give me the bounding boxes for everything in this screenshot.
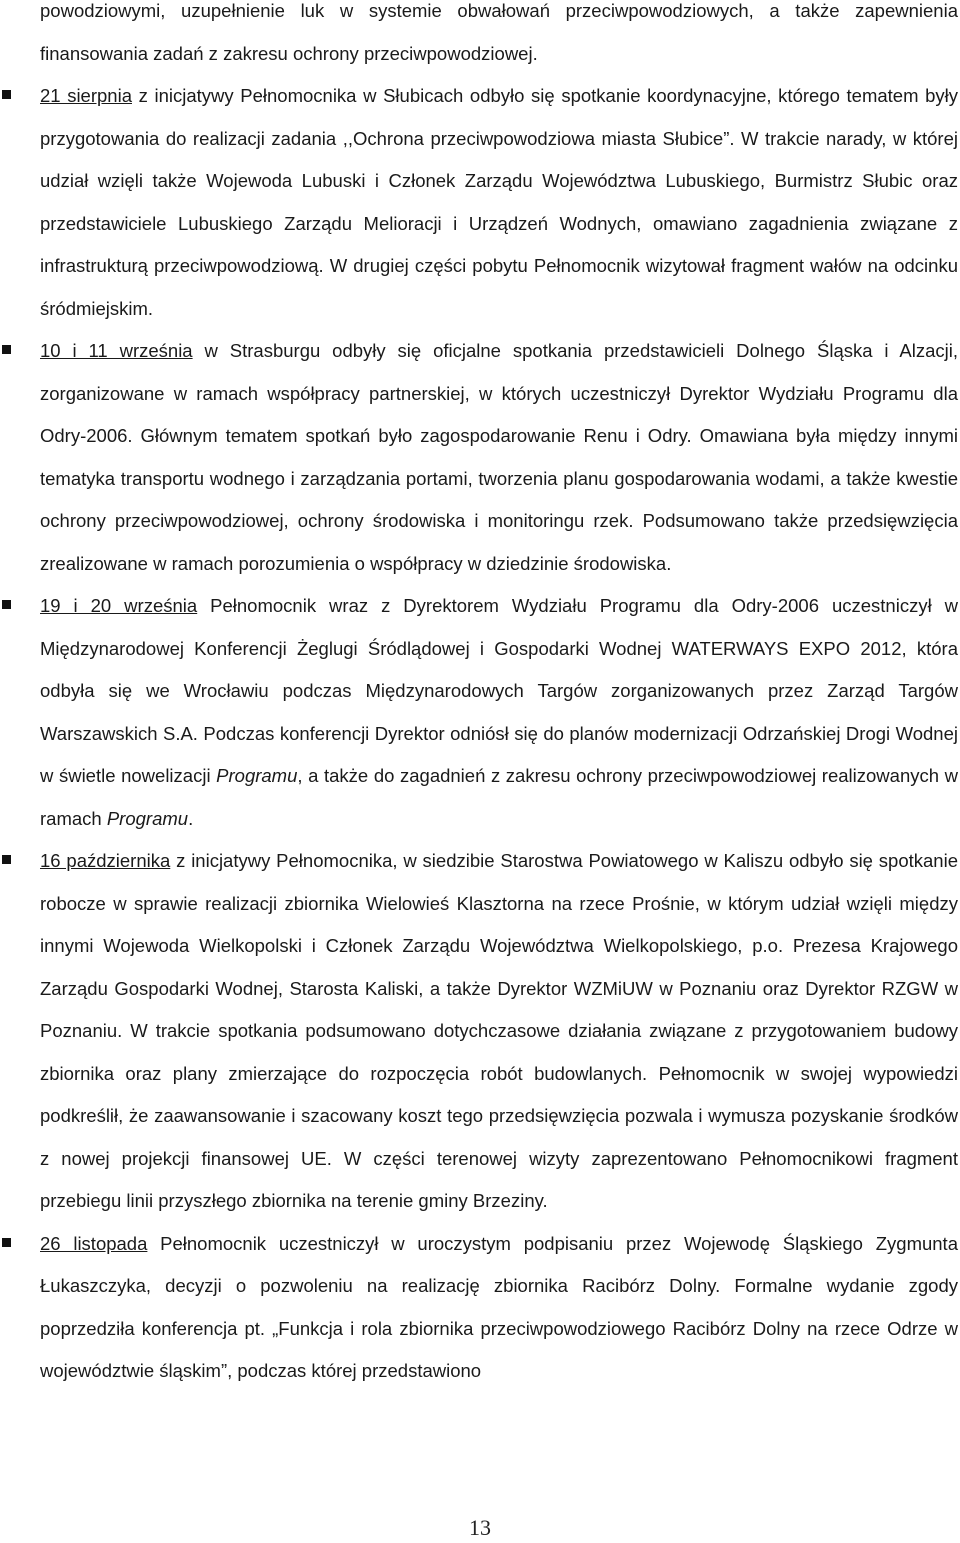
item-body: Pełnomocnik wraz z Dyrektorem Wydziału Programu dla Odry-2006 uczestniczył w Międzynarodowej Konferencji Żeglugi Śródlądowej i Gospodarki Wodnej WATERWAYS EXPO 2012, która odbyła się we Wrocławiu podczas Międzynarodowych Targów zorganizowanych przez Zarząd Targów Warszawskich S.A. Podczas konferencji Dyrektor odniósł się do planów modernizacji Odrzańskiej Drogi Wodnej w świetle nowelizacji: [40, 595, 959, 786]
item-emphasis: Programu: [106, 807, 189, 829]
list-item: [40, 330, 958, 585]
item-body: , a także do zagadnień z zakresu ochrony przeciwpowodziowej realizowanych w ramach: [40, 765, 958, 829]
list-item: [40, 840, 958, 1223]
list-item-text: [40, 75, 958, 330]
list-item: [40, 75, 958, 330]
item-date: 16 października: [40, 850, 171, 871]
item-date: 10 i 11 września: [40, 340, 193, 361]
list-item: [40, 585, 958, 840]
list-item-text: [40, 585, 958, 840]
item-emphasis: Programu: [216, 765, 298, 786]
square-bullet-icon: [2, 345, 11, 354]
item-body: .: [188, 807, 194, 829]
item-date: 21 sierpnia: [40, 85, 132, 106]
list-item-text: [40, 330, 958, 585]
list-item-text: [40, 1223, 958, 1393]
square-bullet-icon: [2, 855, 11, 864]
item-body: w Strasburgu odbyły się oficjalne spotkania przedstawicieli Dolnego Śląska i Alzacji, zorganizowane w ramach współpracy partnerskiej, w których uczestniczył Dyrektor Wydziału Programu dla Odry-2006. Głównym tematem spotkań było zagospodarowanie Renu i Odry. Omawiana była między innymi tematyka transportu wodnego i zarządzania portami, tworzenia planu gospodarowania wodami, a także kwestie ochrony przeciwpowodziowej, ochrony środowiska i monitoringu rzek. Podsumowano także przedsięwzięcia zrealizowane w ramach porozumienia o współpracy w dziedzinie środowiska.: [40, 340, 959, 574]
square-bullet-icon: [2, 90, 11, 99]
page-number: 13: [469, 1515, 491, 1540]
list-item-text: [40, 840, 958, 1223]
intro-paragraph: powodziowymi, uzupełnienie luk w systemie obwałowań przeciwpowodziowych, a także zapewnienia finansowania zadań z zakresu ochrony przeciwpowodziowej.: [40, 0, 958, 64]
item-body: z inicjatywy Pełnomocnika w Słubicach odbyło się spotkanie koordynacyjne, którego tematem były przygotowania do realizacji zadania ,,Ochrona przeciwpowodziowa miasta Słubice”. W trakcie narady, w której udział wzięli także Wojewoda Lubuski i Członek Zarządu Województwa Lubuskiego, Burmistrz Słubic oraz przedstawiciele Lubuskiego Zarządu Melioracji i Urządzeń Wodnych, omawiano zagadnienia związane z infrastrukturą przeciwpowodziową. W drugiej części pobytu Pełnomocnik wizytował fragment wałów na odcinku śródmiejskim.: [40, 85, 958, 319]
square-bullet-icon: [2, 1238, 11, 1247]
item-body: z inicjatywy Pełnomocnika, w siedzibie Starostwa Powiatowego w Kaliszu odbyło się spotkanie robocze w sprawie realizacji zbiornika Wielowieś Klasztorna na rzece Prośnie, w którym udział wzięli między innymi Wojewoda Wielkopolski i Członek Zarządu Województwa Wielkopolskiego, p.o. Prezesa Krajowego Zarządu Gospodarki Wodnej, Starosta Kaliski, a także Dyrektor WZMiUW w Poznaniu oraz Dyrektor RZGW w Poznaniu. W trakcie spotkania podsumowano dotychczasowe działania związane z przygotowaniem budowy zbiornika oraz plany zmierzające do rozpoczęcia robót budowlanych. Pełnomocnik w swojej wypowiedzi podkreślił, że zaawansowanie i szacowany koszt tego przedsięwzięcia pozwala i wymusza pozyskanie środków z nowej projekcji finansowej UE. W części terenowej wizyty zaprezentowano Pełnomocnikowi fragment przebiegu linii przyszłego zbiornika na terenie gminy Brzeziny.: [40, 850, 958, 1211]
item-date: 26 listopada: [40, 1232, 148, 1254]
document-body: [40, 0, 958, 1393]
item-body: Pełnomocnik uczestniczył w uroczystym podpisaniu przez Wojewodę Śląskiego Zygmunta Łukaszczyka, decyzji o pozwoleniu na realizację zbiornika Racibórz Dolny. Formalne wydanie zgody poprzedziła konferencja pt. „Funkcja i rola zbiornika przeciwpowodziowego Racibórz Dolny na rzece Odrze w województwie śląskim”, podczas której przedstawiono: [40, 1232, 958, 1381]
item-date: 19 i 20 września: [40, 595, 198, 616]
square-bullet-icon: [2, 600, 11, 609]
list-item: [40, 1223, 958, 1393]
